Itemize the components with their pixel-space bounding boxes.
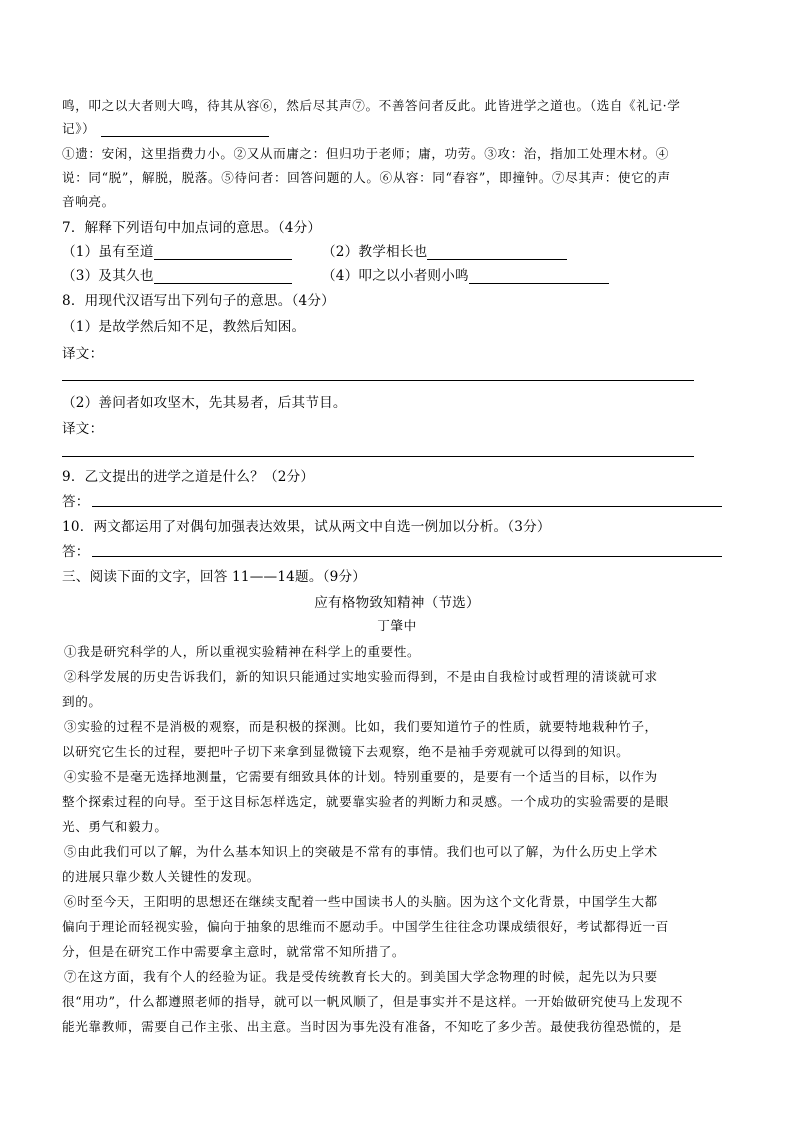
question-7-item-1: （1）虽有至道 bbox=[62, 240, 292, 260]
paragraph-line: ③实验的过程不是消极的观察，而是积极的探测。比如，我们要知道竹子的性质，就要特地栽种竹子， bbox=[64, 719, 658, 734]
answer-label: 答： bbox=[62, 544, 90, 560]
article-title: 应有格物致知精神（节选） bbox=[314, 595, 480, 611]
paragraph-line: 偏向于理论而轻视实验，偏向于抽象的思维而不愿动手。中国学生往往念功课成绩很好，考试都得近一百 bbox=[62, 919, 669, 934]
translation-answer-line[interactable] bbox=[62, 380, 694, 381]
answer-blank[interactable] bbox=[154, 269, 292, 284]
section-3-heading: 三、阅读下面的文字，回答 11——14题。（9分） bbox=[62, 569, 367, 585]
article-author: 丁肇中 bbox=[377, 618, 417, 633]
translation-label: 译文： bbox=[62, 346, 104, 362]
answer-blank[interactable] bbox=[427, 245, 567, 260]
paragraph-line: 分，但是在研究工作中需要拿主意时，就常常不知所措了。 bbox=[62, 944, 406, 959]
question-7-item-3: （3）及其久也 bbox=[62, 264, 292, 284]
paragraph-line: 整个探索过程的向导。至于这目标怎样选定，就要靠实验者的判断力和灵感。一个成功的实验需要的是眼 bbox=[62, 794, 669, 809]
paragraph-line: ②科学发展的历史告诉我们，新的知识只能通过实地实验而得到，不是由自我检讨或哲理的清谈就可求 bbox=[64, 669, 658, 684]
answer-blank[interactable] bbox=[154, 245, 292, 260]
paragraph-line: 能光靠教师，需要自己作主张、出主意。当时因为事先没有准备，不知吃了多少苦。最使我彷徨恐慌的，是 bbox=[62, 1019, 683, 1034]
notes-line: 说：同“脱”，解脱，脱落。⑤待问者：回答问题的人。⑥从容：同“舂容”，即撞钟。⑦尽其声：使它的声 bbox=[62, 170, 671, 185]
paragraph-line: ①我是研究科学的人，所以重视实验精神在科学上的重要性。 bbox=[64, 644, 421, 659]
question-7-stem: 7．解释下列语句中加点词的意思。（4分） bbox=[62, 220, 322, 236]
paragraph-line: 到的。 bbox=[62, 694, 102, 709]
notes-line: ①遗：安闲，这里指费力小。②又从而庸之：但归功于老师；庸，功劳。③攻：治，指加工处理木材。④ bbox=[62, 146, 669, 161]
question-9-stem: 9．乙文提出的进学之道是什么？（2分） bbox=[62, 469, 315, 485]
paragraph-line: 以研究它生长的过程，要把叶子切下来拿到显微镜下去观察，绝不是袖手旁观就可以得到的知识。 bbox=[62, 744, 630, 759]
question-8-stem: 8．用现代汉语写出下列句子的意思。（4分） bbox=[62, 293, 335, 309]
answer-label: 答： bbox=[62, 494, 90, 510]
passage-source-line: 记》） bbox=[62, 118, 269, 137]
source-answer-blank[interactable] bbox=[101, 122, 269, 137]
question-7-item-2: （2）教学相长也 bbox=[322, 240, 567, 260]
question-8-sentence-1: （1）是故学然后知不足，教然后知困。 bbox=[62, 319, 306, 335]
answer-blank[interactable] bbox=[469, 269, 609, 284]
paragraph-line: ⑥时至今天，王阳明的思想还在继续支配着一些中国读书人的头脑。因为这个文化背景，中国学生大都 bbox=[64, 894, 658, 909]
question-10-answer-line[interactable] bbox=[92, 556, 722, 557]
question-8-sentence-2: （2）善问者如攻坚木，先其易者，后其节目。 bbox=[62, 395, 347, 411]
notes-line: 音响亮。 bbox=[62, 194, 115, 209]
translation-label: 译文： bbox=[62, 421, 104, 437]
paragraph-line: ⑦在这方面，我有个人的经验为证。我是受传统教育长大的。到美国大学念物理的时候，起先以为只要 bbox=[64, 969, 658, 984]
question-7-item-4: （4）叩之以小者则小鸣 bbox=[322, 264, 609, 284]
paragraph-line: 光、勇气和毅力。 bbox=[62, 819, 168, 834]
translation-answer-line[interactable] bbox=[62, 456, 694, 457]
question-10-stem: 10．两文都运用了对偶句加强表达效果，试从两文中自选一例加以分析。（3分） bbox=[62, 519, 551, 535]
paragraph-line: ⑤由此我们可以了解，为什么基本知识上的突破是不常有的事情。我们也可以了解，为什么历史上学术 bbox=[64, 844, 658, 859]
paragraph-line: 的进展只靠少数人关键性的发现。 bbox=[62, 869, 260, 884]
paragraph-line: 很“用功”，什么都遵照老师的指导，就可以一帆风顺了，但是事实并不是这样。一开始做研究使马上发现不 bbox=[62, 994, 683, 1009]
question-9-answer-line[interactable] bbox=[92, 506, 722, 507]
paragraph-line: ④实验不是毫无选择地测量，它需要有细致具体的计划。特别重要的，是要有一个适当的目标，以作为 bbox=[64, 769, 658, 784]
passage-text-line: 鸣，叩之以大者则大鸣，待其从容⑥，然后尽其声⑦。不善答问者反此。此皆进学之道也。（选自《礼记·学 bbox=[62, 98, 681, 113]
